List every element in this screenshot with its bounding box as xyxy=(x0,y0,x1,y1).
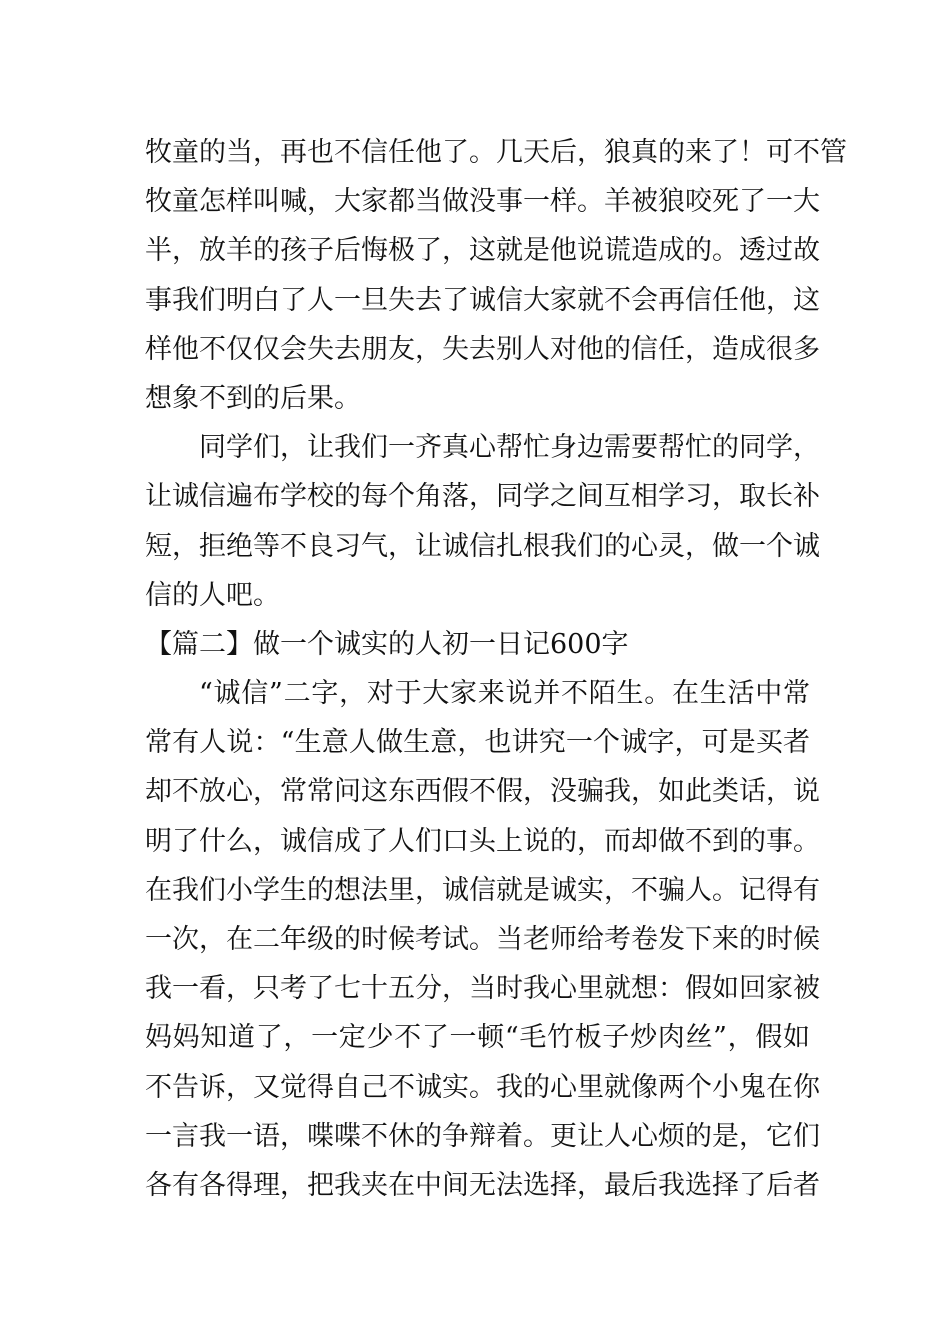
text-line: 样他不仅仅会失去朋友，失去别人对他的信任，造成很多 xyxy=(145,333,820,365)
paragraph-3 xyxy=(145,669,820,1210)
text-line: 短，拒绝等不良习气，让诚信扎根我们的心灵，做一个诚 xyxy=(145,530,820,562)
text-line: 想象不到的后果。 xyxy=(145,382,361,414)
text-line: 牧童怎样叫喊，大家都当做没事一样。羊被狼咬死了一大 xyxy=(145,186,820,218)
text-line: 明了什么，诚信成了人们口头上说的，而却做不到的事。 xyxy=(145,825,820,857)
paragraph-2 xyxy=(145,423,820,620)
text-line: 牧童的当，再也不信任他了。几天后，狼真的来了！可不管 xyxy=(145,137,847,168)
section-heading: 【篇二】做一个诚实的人初一日记600字 xyxy=(145,628,629,660)
text-line: 一次，在二年级的时候考试。当老师给考卷发下来的时候 xyxy=(145,924,820,955)
text-line: 同学们，让我们一齐真心帮忙身边需要帮忙的同学， xyxy=(199,432,820,464)
text-line: “诚信”二字，对于大家来说并不陌生。在生活中常 xyxy=(199,678,810,710)
text-line: 在我们小学生的想法里，诚信就是诚实，不骗人。记得有 xyxy=(145,874,820,906)
text-line: 不告诉，又觉得自己不诚实。我的心里就像两个小鬼在你 xyxy=(145,1071,820,1103)
paragraph-1 xyxy=(145,128,847,423)
text-line: 事我们明白了人一旦失去了诚信大家就不会再信任他，这 xyxy=(145,284,820,316)
text-line: 我一看，只考了七十五分，当时我心里就想：假如回家被 xyxy=(145,973,820,1005)
document-body xyxy=(145,128,847,1210)
text-line: 信的人吧。 xyxy=(145,579,280,611)
text-line: 让诚信遍布学校的每个角落，同学之间互相学习，取长补 xyxy=(145,481,820,513)
text-line: 半，放羊的孩子后悔极了，这就是他说谎造成的。透过故 xyxy=(145,235,820,267)
text-line: 一言我一语，喋喋不休的争辩着。更让人心烦的是，它们 xyxy=(145,1120,820,1152)
text-line: 却不放心，常常问这东西假不假，没骗我，如此类话，说 xyxy=(145,776,820,808)
text-line: 常有人说：“生意人做生意，也讲究一个诚字，可是买者 xyxy=(145,727,810,759)
text-line: 各有各得理，把我夹在中间无法选择，最后我选择了后者 xyxy=(145,1169,820,1201)
text-line: 妈妈知道了，一定少不了一顿“毛竹板子炒肉丝”，假如 xyxy=(145,1022,810,1054)
